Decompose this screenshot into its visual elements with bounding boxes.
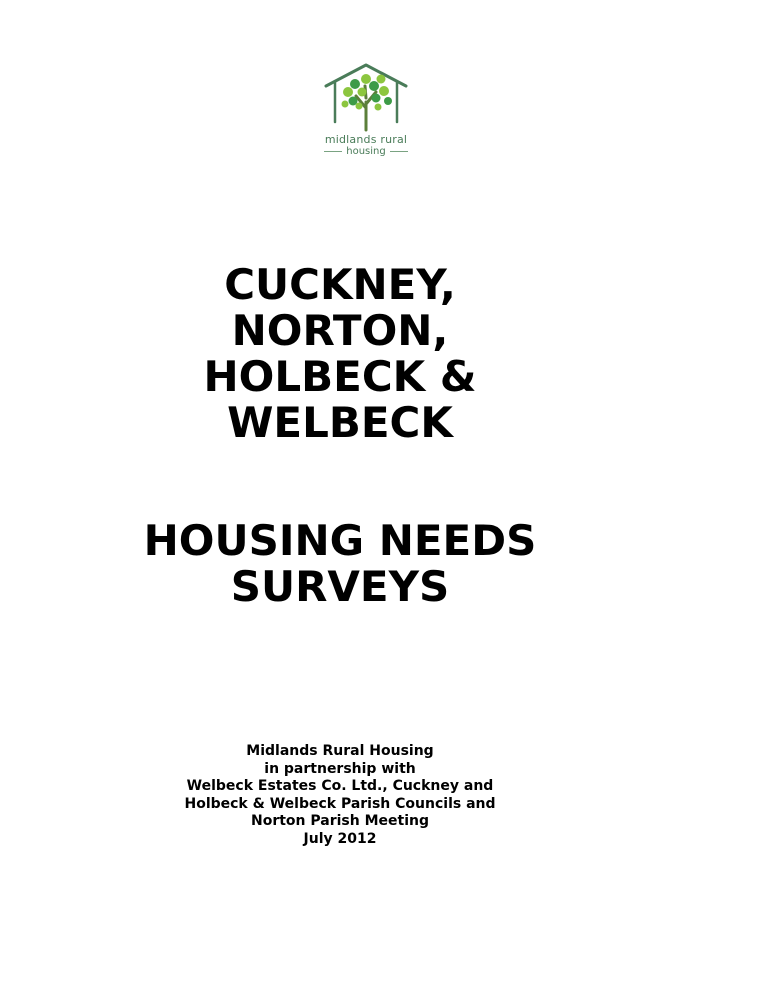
title-line: NORTON, [231, 306, 449, 355]
logo-line-1: midlands rural [324, 133, 408, 146]
title-line: WELBECK [227, 398, 453, 447]
title-line: HOLBECK & [203, 352, 477, 401]
document-title [140, 262, 540, 446]
credits-line: Norton Parish Meeting [250, 813, 429, 829]
logo-line-2: housing [318, 147, 414, 157]
subtitle-line: HOUSING NEEDS [143, 516, 537, 565]
credits-line: in partnership with [264, 760, 416, 777]
title-line: CUCKNEY, [224, 260, 456, 309]
document-subtitle [110, 518, 570, 610]
subtitle-line: SURVEYS [230, 562, 450, 611]
logo-wordmark [318, 134, 414, 157]
credits-line: Midlands Rural Housing [246, 743, 434, 759]
credits-line: Welbeck Estates Co. Ltd., Cuckney and [186, 778, 494, 794]
credits-date: July 2012 [303, 830, 377, 847]
credits-line: Holbeck & Welbeck Parish Councils and [184, 795, 496, 812]
credits-block [120, 743, 560, 848]
midlands-rural-housing-logo [318, 62, 414, 174]
house-tree-icon [318, 62, 414, 134]
